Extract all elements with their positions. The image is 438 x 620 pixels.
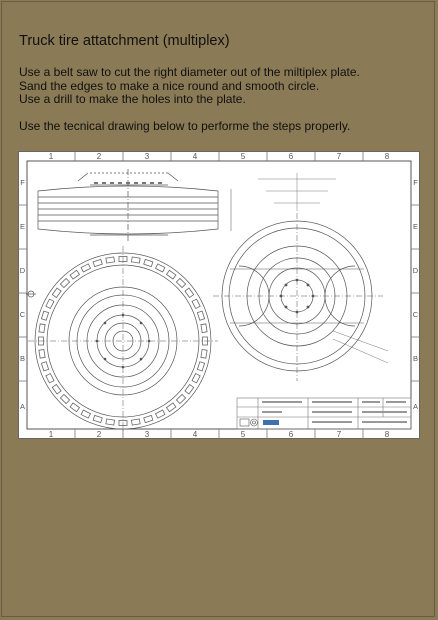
row-label: D: [19, 266, 26, 275]
row-label: B: [19, 354, 26, 363]
col-label: 5: [240, 152, 246, 161]
row-label: F: [20, 178, 25, 187]
technical-drawing: [18, 151, 420, 439]
row-label: F: [413, 178, 418, 187]
instruction-line: Sand the edges to make a nice round and smooth circle.: [19, 78, 320, 93]
row-label: E: [412, 222, 419, 231]
row-label: A: [19, 402, 26, 411]
col-label: 8: [384, 152, 390, 161]
col-label: 2: [96, 430, 102, 439]
page-title: Truck tire attatchment (multiplex): [19, 33, 230, 49]
col-label: 6: [288, 152, 294, 161]
drawing-note: Use the tecnical drawing below to performe the steps properly.: [19, 118, 351, 133]
row-label: A: [412, 402, 419, 411]
col-label: 3: [144, 152, 150, 161]
instructions-block: [19, 66, 419, 133]
col-label: 3: [144, 430, 150, 439]
instruction-line: Use a drill to make the holes into the plate.: [19, 92, 246, 106]
row-label: D: [412, 266, 419, 275]
row-label: C: [412, 310, 419, 319]
col-label: 2: [96, 152, 102, 161]
row-label: C: [19, 310, 26, 319]
col-label: 8: [384, 430, 390, 439]
col-label: 1: [48, 430, 54, 439]
col-label: 4: [192, 430, 198, 439]
instruction-line: Use a belt saw to cut the right diameter out of the miltiplex plate.: [19, 65, 360, 79]
col-label: 7: [336, 430, 342, 439]
row-label: B: [412, 354, 419, 363]
col-label: 5: [240, 430, 246, 439]
col-label: 4: [192, 152, 198, 161]
col-label: 6: [288, 430, 294, 439]
col-label: 1: [48, 152, 54, 161]
row-label: E: [19, 222, 26, 231]
col-label: 7: [336, 152, 342, 161]
